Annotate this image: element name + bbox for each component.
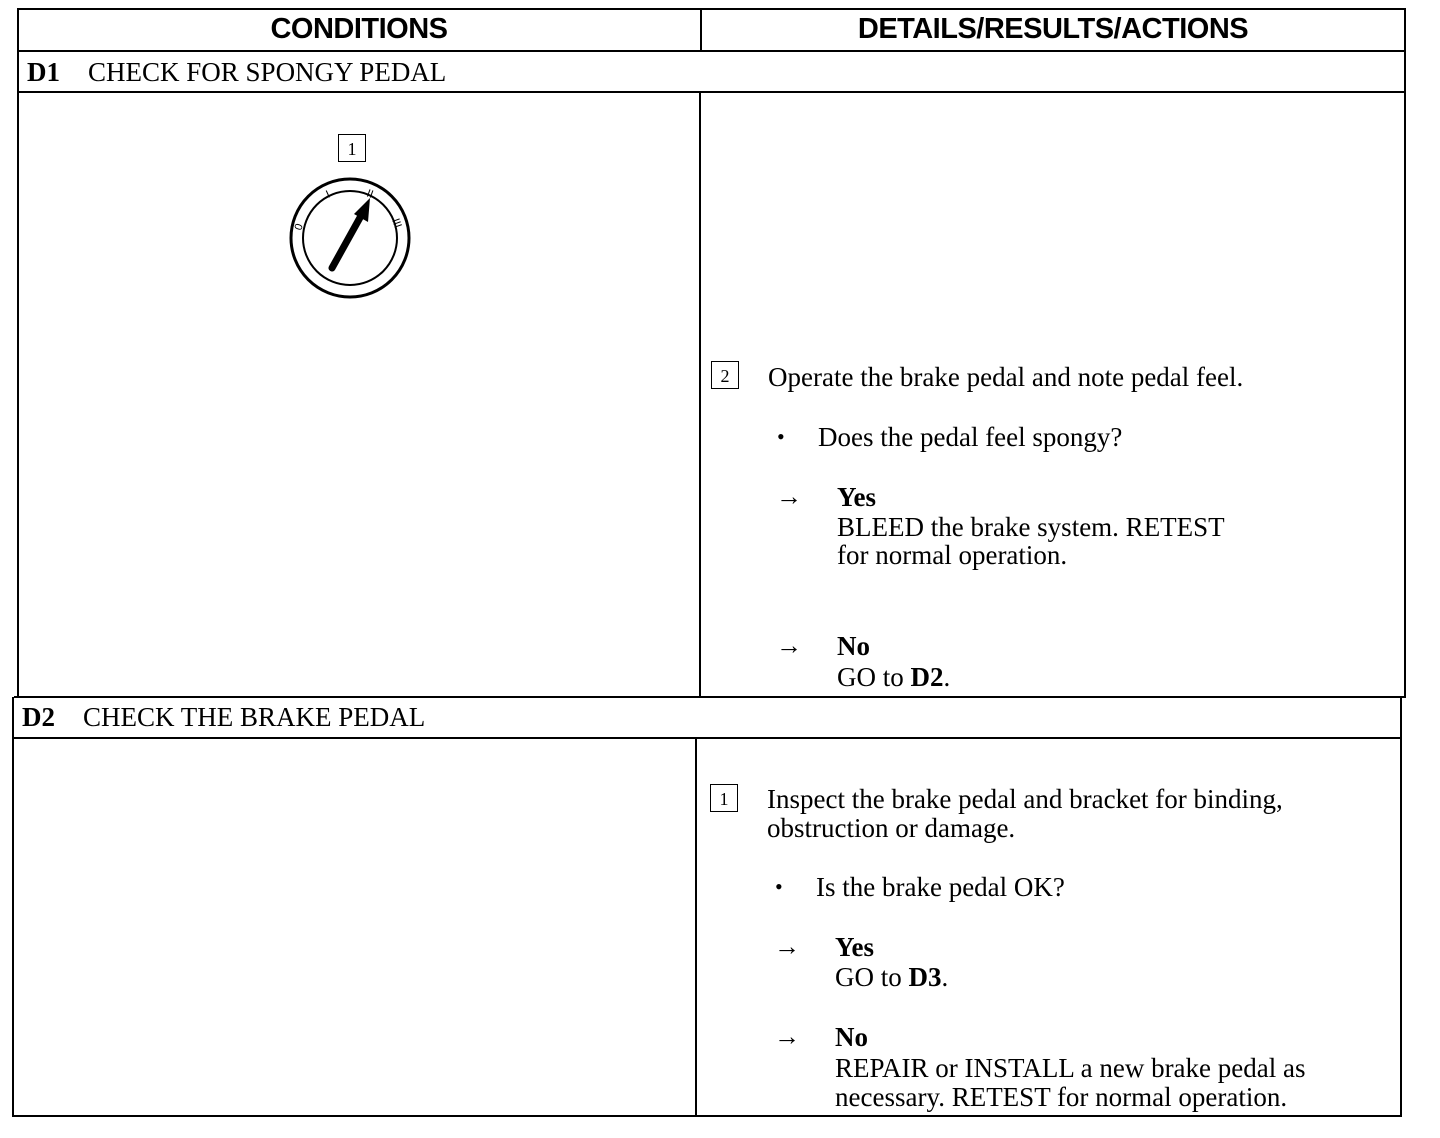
d1-title-divider — [18, 91, 1406, 93]
d1-yes-label: Yes — [837, 482, 876, 512]
d2-yes-label: Yes — [835, 932, 874, 962]
ignition-switch-icon — [284, 176, 416, 300]
d2-title-divider — [14, 737, 1402, 739]
table-border-left — [17, 8, 19, 698]
table-border-right — [1404, 8, 1406, 698]
d1-question-bullet: • — [777, 424, 785, 449]
d1-question: Does the pedal feel spongy? — [818, 422, 1123, 452]
table-border-bottom — [12, 1115, 1402, 1117]
d2-step-1-instruction-line1: Inspect the brake pedal and bracket for binding, — [767, 784, 1283, 814]
d1-code: D1 — [27, 57, 60, 87]
d2-step-1-instruction-line2: obstruction or damage. — [767, 813, 1016, 843]
d1-title: CHECK FOR SPONGY PEDAL — [88, 57, 447, 87]
d1-no-suffix: . — [943, 662, 951, 692]
d1-no-target: D2 — [910, 662, 944, 692]
d2-question-bullet: • — [775, 874, 783, 899]
d1-step-2-number: 2 — [711, 361, 739, 389]
d1-no-action — [837, 662, 950, 692]
figure-step-number: 1 — [338, 134, 366, 162]
d2-yes-suffix: . — [941, 962, 949, 992]
d1-yes-action-line1: BLEED the brake system. RETEST — [837, 512, 1225, 542]
d2-no-arrow: → — [774, 1022, 800, 1051]
ignition-label-0: 0 — [292, 222, 306, 233]
ignition-label-2: II — [364, 187, 375, 201]
table-border-right-lower — [1400, 697, 1402, 1117]
details-header: DETAILS/RESULTS/ACTIONS — [857, 13, 1249, 45]
d1-no-label: No — [837, 631, 870, 661]
d1-column-divider — [699, 92, 701, 697]
d1-step-2-instruction: Operate the brake pedal and note pedal feel. — [768, 362, 1244, 392]
d2-code: D2 — [22, 702, 55, 732]
d1-yes-action-line2: for normal operation. — [837, 540, 1068, 570]
d2-yes-action — [835, 962, 948, 992]
ignition-label-3: III — [389, 216, 404, 230]
ignition-label-1: I — [324, 188, 333, 201]
header-divider — [18, 50, 1406, 52]
d2-section-title — [22, 700, 425, 734]
d2-no-action-line2: necessary. RETEST for normal operation. — [835, 1082, 1288, 1112]
d2-step-1-number: 1 — [710, 784, 738, 812]
d2-top-divider — [14, 696, 1404, 698]
d2-yes-arrow: → — [774, 932, 800, 961]
d2-no-label: No — [835, 1022, 868, 1052]
d1-no-prefix: GO to — [837, 662, 911, 692]
d2-no-action-line1: REPAIR or INSTALL a new brake pedal as — [835, 1053, 1306, 1083]
d1-no-arrow: → — [776, 631, 802, 660]
d2-question: Is the brake pedal OK? — [816, 872, 1065, 902]
table-border-left-lower — [12, 697, 14, 1117]
d2-column-divider — [695, 738, 697, 1116]
d1-yes-arrow: → — [776, 482, 802, 511]
d2-yes-prefix: GO to — [835, 962, 909, 992]
d2-title: CHECK THE BRAKE PEDAL — [83, 702, 426, 732]
d2-yes-target: D3 — [908, 962, 942, 992]
conditions-header: CONDITIONS — [270, 13, 448, 45]
d1-section-title — [27, 55, 446, 89]
